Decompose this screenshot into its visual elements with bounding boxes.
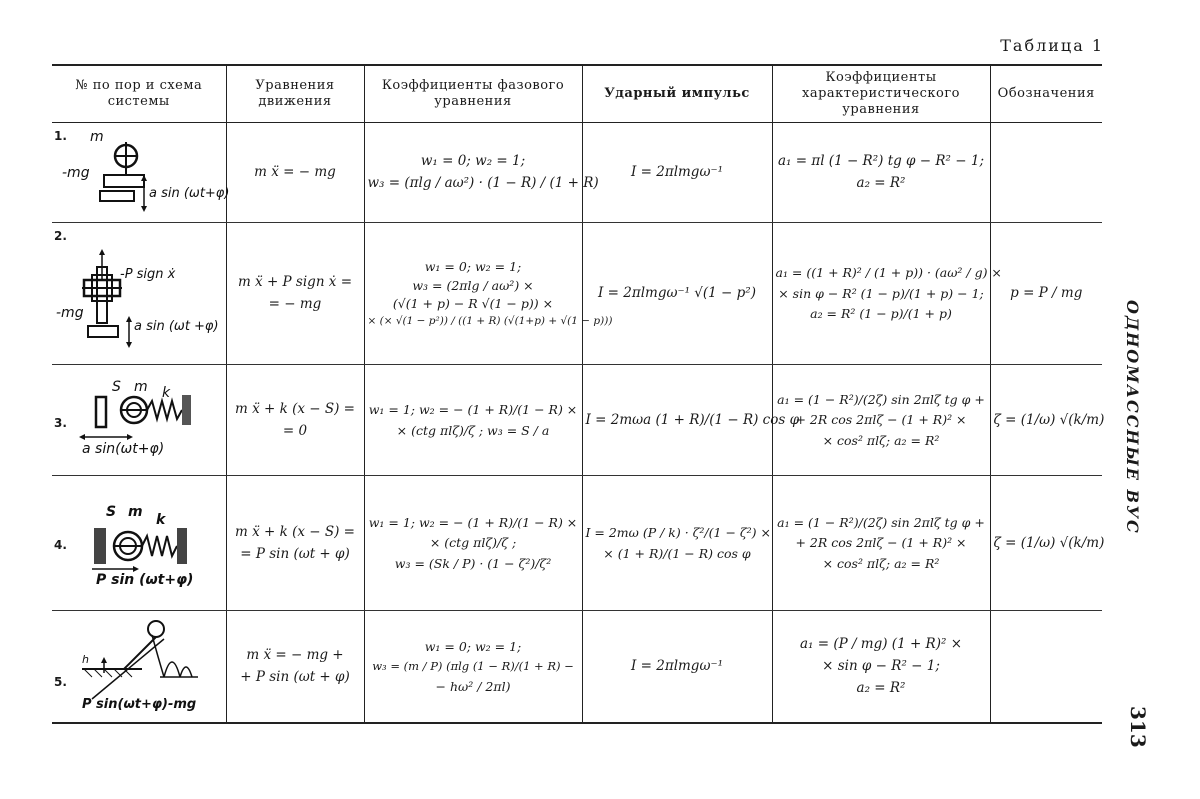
equation-line: m ẍ = − mg + <box>246 647 344 664</box>
phase-line: w₃ = (m / P) (πlg (1 − R)/(1 + R) − <box>372 659 574 674</box>
phase-line: × (ctg πlζ)/ζ ; w₃ = S / a <box>396 422 550 438</box>
characteristic-line: a₁ = (P / mg) (1 + R)² × <box>799 636 963 653</box>
characteristic-line: a₁ = ((1 + R)² / (1 + p)) · (aω² / g) × <box>775 265 1002 281</box>
row-number: 3. <box>54 415 67 430</box>
header-impulse: Ударный импульс <box>582 65 772 123</box>
phase-line: w₁ = 1; w₂ = − (1 + R)/(1 − R) × <box>368 514 578 530</box>
characteristic-line: × sin φ − R² − 1; <box>822 658 940 675</box>
impulse-line: I = 2πlmgω⁻¹ <box>631 658 723 675</box>
phase-line: w₃ = (πlg / aω²) · (1 − R) / (1 + R) <box>367 175 599 191</box>
equation-cell <box>226 223 364 365</box>
equation-line: + P sin (ωt + φ) <box>240 669 350 685</box>
characteristic-line: a₁ = (1 − R²)/(2ζ) sin 2πlζ tg φ + <box>777 391 985 407</box>
table-header-row <box>52 65 1102 123</box>
characteristic-cell <box>772 223 1002 365</box>
phase-line: w₁ = 0; w₂ = 1; <box>424 259 522 274</box>
notation-cell <box>990 476 1105 611</box>
phase-line: × (× √(1 − p²)) / ((1 + R) (√(1+p) + √(1 − p))) <box>367 314 613 327</box>
impulse-line: I = 2mωa (1 + R)/(1 − R) cos φ <box>585 411 800 428</box>
equation-line: m ẍ + k (x − S) = <box>235 523 355 540</box>
phase-line: w₁ = 0; w₂ = 1; <box>420 153 526 170</box>
characteristic-line: × cos² πlζ; a₂ = R² <box>822 432 940 448</box>
impulse-line: I = 2πlmgω⁻¹ <box>631 164 723 181</box>
notation-cell <box>990 123 1102 223</box>
table-row <box>52 611 1102 724</box>
scheme-label-force: -P sign ẋ <box>120 267 176 282</box>
equation-line: = − mg <box>268 296 322 312</box>
phase-line: (√(1 + p) − R √(1 − p)) × <box>392 296 554 312</box>
row-number: 5. <box>54 675 67 690</box>
equation-cell <box>226 365 364 476</box>
phase-line: w₃ = (2πlg / aω²) × <box>412 277 534 293</box>
scheme-label-m: m <box>90 129 104 145</box>
equation-cell <box>226 123 364 223</box>
scheme-label-drive: a sin(ωt+φ) <box>82 441 165 457</box>
characteristic-line: a₁ = πl (1 − R²) tg φ − R² − 1; <box>777 153 985 170</box>
impulse-cell <box>582 123 772 223</box>
characteristic-cell <box>772 123 990 223</box>
table-row <box>52 123 1102 223</box>
notation-cell <box>990 365 1105 476</box>
equation-line: = 0 <box>282 422 308 439</box>
table-row <box>52 476 1102 611</box>
phase-cell <box>364 365 582 476</box>
side-title: ОДНОМАССНЫЕ ВУС <box>1123 300 1142 535</box>
characteristic-line: × cos² πlζ; a₂ = R² <box>822 555 940 571</box>
scheme-cell <box>52 611 226 724</box>
row-number: 4. <box>54 537 67 552</box>
impulse-line: × (1 + R)/(1 − R) cos φ <box>603 545 751 561</box>
formula-table <box>52 64 1105 724</box>
scheme-label-m: m <box>128 504 143 520</box>
phase-line: w₁ = 0; w₂ = 1; <box>424 638 522 654</box>
table-row <box>52 223 1102 365</box>
equation-line: m ẍ + P sign ẋ = <box>237 274 353 291</box>
characteristic-cell <box>772 365 990 476</box>
impulse-cell <box>582 223 772 365</box>
scheme-diagram-spring-forced <box>52 476 226 610</box>
scheme-label-h: h <box>82 653 89 666</box>
notation-cell <box>990 611 1102 724</box>
equation-line: m ẍ + k (x − S) = <box>235 400 355 417</box>
characteristic-line: + 2R cos 2πlζ − (1 + R)² × <box>795 412 967 428</box>
scheme-label-k: k <box>156 512 166 528</box>
scheme-label-m: m <box>134 379 148 395</box>
table-row <box>52 365 1102 476</box>
scheme-label-drive: a sin (ωt+φ) <box>149 186 230 201</box>
scheme-label-s: S <box>112 379 121 395</box>
page-number: 313 <box>1126 706 1150 748</box>
scheme-label-mg: -mg <box>56 305 84 321</box>
scheme-cell <box>52 223 226 365</box>
impulse-cell <box>582 365 800 476</box>
notation-line: ζ = (1/ω) √(k/m) <box>993 411 1105 428</box>
scheme-cell <box>52 123 230 223</box>
phase-line: w₁ = 1; w₂ = − (1 + R)/(1 − R) × <box>368 401 578 417</box>
header-characteristic: Коэффициенты характеристического уравнения <box>772 65 990 123</box>
impulse-line: I = 2mω (P / k) · ζ²/(1 − ζ²) × <box>585 524 772 540</box>
impulse-cell <box>582 476 772 611</box>
phase-line: w₃ = (Sk / P) · (1 − ζ²)/ζ² <box>394 555 552 571</box>
scheme-label-drive: P sin(ωt+φ)-mg <box>82 697 197 712</box>
scheme-cell <box>52 365 226 476</box>
notation-line: ζ = (1/ω) √(k/m) <box>993 534 1105 551</box>
equation-line: = P sin (ωt + φ) <box>240 545 350 562</box>
impulse-line: I = 2πlmgω⁻¹ √(1 − p²) <box>598 285 756 302</box>
characteristic-line: + 2R cos 2πlζ − (1 + R)² × <box>795 535 967 551</box>
header-notation: Обозначения <box>990 65 1102 123</box>
scheme-cell <box>52 476 226 611</box>
characteristic-cell <box>772 611 990 724</box>
notation-line: p = P / mg <box>1010 285 1083 302</box>
scheme-label-s: S <box>106 504 117 520</box>
characteristic-line: a₂ = R² <box>856 679 906 696</box>
scheme-label-k: k <box>162 385 171 401</box>
equation-line: m ẍ = − mg <box>254 164 336 181</box>
scheme-diagram-dry-friction <box>52 223 226 364</box>
header-phase: Коэффициенты фазового уравнения <box>364 65 582 123</box>
table-title: Таблица 1 <box>1000 36 1104 55</box>
phase-cell <box>364 123 599 223</box>
header-equations: Уравнения движения <box>226 65 364 123</box>
impulse-cell <box>582 611 772 724</box>
row-number: 1. <box>54 129 67 143</box>
characteristic-line: × sin φ − R² (1 − p)/(1 + p) − 1; <box>778 285 984 301</box>
row-number: 2. <box>54 229 67 243</box>
characteristic-line: a₂ = R² (1 − p)/(1 + p) <box>810 306 952 322</box>
characteristic-cell <box>772 476 990 611</box>
phase-cell <box>364 223 613 365</box>
scheme-label-drive: P sin (ωt+φ) <box>96 572 194 588</box>
notation-cell <box>990 223 1102 365</box>
phase-line: × (ctg πlζ)/ζ ; <box>429 535 517 551</box>
phase-cell <box>364 611 582 724</box>
scheme-label-mg: -mg <box>62 165 90 181</box>
characteristic-line: a₂ = R² <box>856 175 906 191</box>
equation-cell <box>226 476 364 611</box>
equation-cell <box>226 611 364 724</box>
phase-line: − hω² / 2πl) <box>435 678 511 694</box>
characteristic-line: a₁ = (1 − R²)/(2ζ) sin 2πlζ tg φ + <box>777 514 985 530</box>
phase-cell <box>364 476 582 611</box>
scheme-label-drive: a sin (ωt +φ) <box>134 319 219 334</box>
header-scheme: № по пор и схема системы <box>52 65 226 123</box>
